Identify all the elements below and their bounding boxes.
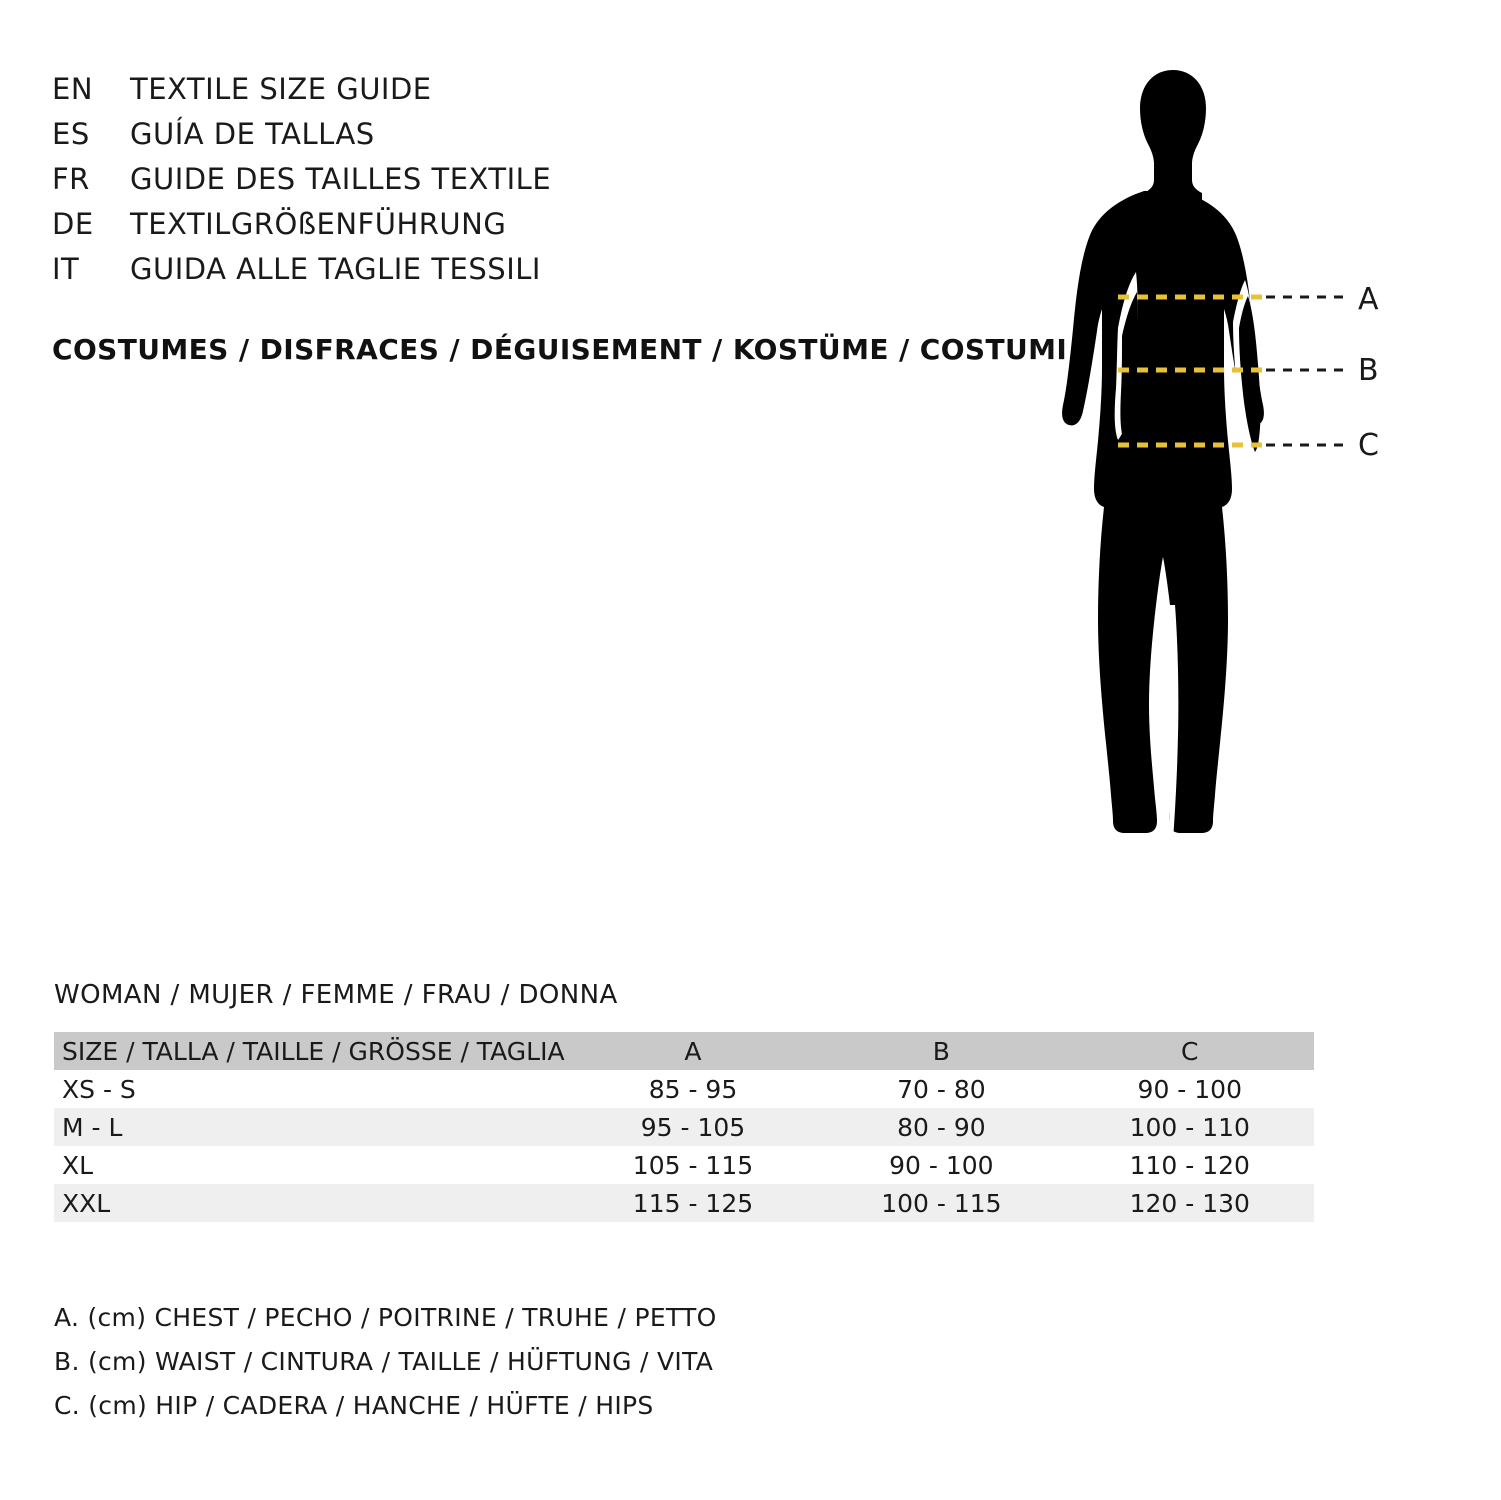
cell-c: 110 - 120 [1129,1150,1250,1180]
language-text-es: GUÍA DE TALLAS [130,117,375,151]
table-header-a: A [684,1036,702,1066]
measure-label-a: A [1358,282,1379,317]
cell-a: 105 - 115 [632,1150,754,1180]
size-table [54,1032,1314,1222]
woman-silhouette-icon [1040,60,1460,940]
language-code-es: ES [52,117,90,151]
language-text-fr: GUIDE DES TAILLES TEXTILE [130,162,552,196]
language-row-de [52,207,1032,252]
cell-size: XS - S [62,1074,136,1104]
cell-b: 100 - 115 [881,1188,1002,1218]
table-header-row [54,1032,1314,1070]
language-code-en: EN [52,72,94,106]
cell-c: 100 - 110 [1129,1112,1250,1142]
cell-b: 70 - 80 [897,1074,986,1104]
cell-a: 85 - 95 [648,1074,738,1104]
language-row-es [52,117,1032,162]
cell-a: 115 - 125 [632,1188,754,1218]
category-heading: COSTUMES / DISFRACES / DÉGUISEMENT / KOSTÜME / COSTUMI [52,333,1068,366]
table-row [54,1108,1314,1146]
note-hip: C. (cm) HIP / CADERA / HANCHE / HÜFTE / HIPS [54,1391,654,1420]
cell-c: 120 - 130 [1129,1188,1250,1218]
measurement-notes [54,1296,717,1428]
table-row [54,1070,1314,1108]
cell-size: M - L [62,1112,123,1142]
measurement-figure [1040,60,1460,940]
note-waist: B. (cm) WAIST / CINTURA / TAILLE / HÜFTUNG / VITA [54,1347,714,1376]
cell-a: 95 - 105 [640,1112,746,1142]
language-text-it: GUIDA ALLE TAGLIE TESSILI [130,252,541,286]
cell-b: 90 - 100 [889,1150,994,1180]
table-header-b: B [932,1036,950,1066]
language-code-de: DE [52,207,94,241]
measure-label-b: B [1358,353,1379,388]
note-chest: A. (cm) CHEST / PECHO / POITRINE / TRUHE / PETTO [54,1303,717,1332]
measure-label-c: C [1358,428,1379,463]
language-code-fr: FR [52,162,90,196]
table-header-c: C [1181,1036,1199,1066]
language-text-de: TEXTILGRÖßENFÜHRUNG [130,207,507,241]
table-row [54,1184,1314,1222]
language-text-en: TEXTILE SIZE GUIDE [130,72,432,106]
cell-c: 90 - 100 [1137,1074,1242,1104]
language-legend [52,72,1032,297]
table-row [54,1146,1314,1184]
table-header-size: SIZE / TALLA / TAILLE / GRÖSSE / TAGLIA [62,1036,565,1066]
cell-size: XXL [62,1188,111,1218]
cell-size: XL [62,1150,94,1180]
language-code-it: IT [52,252,80,286]
cell-b: 80 - 90 [897,1112,986,1142]
language-row-en [52,72,1032,117]
language-row-fr [52,162,1032,207]
language-row-it [52,252,1032,297]
table-title: WOMAN / MUJER / FEMME / FRAU / DONNA [54,980,618,1010]
